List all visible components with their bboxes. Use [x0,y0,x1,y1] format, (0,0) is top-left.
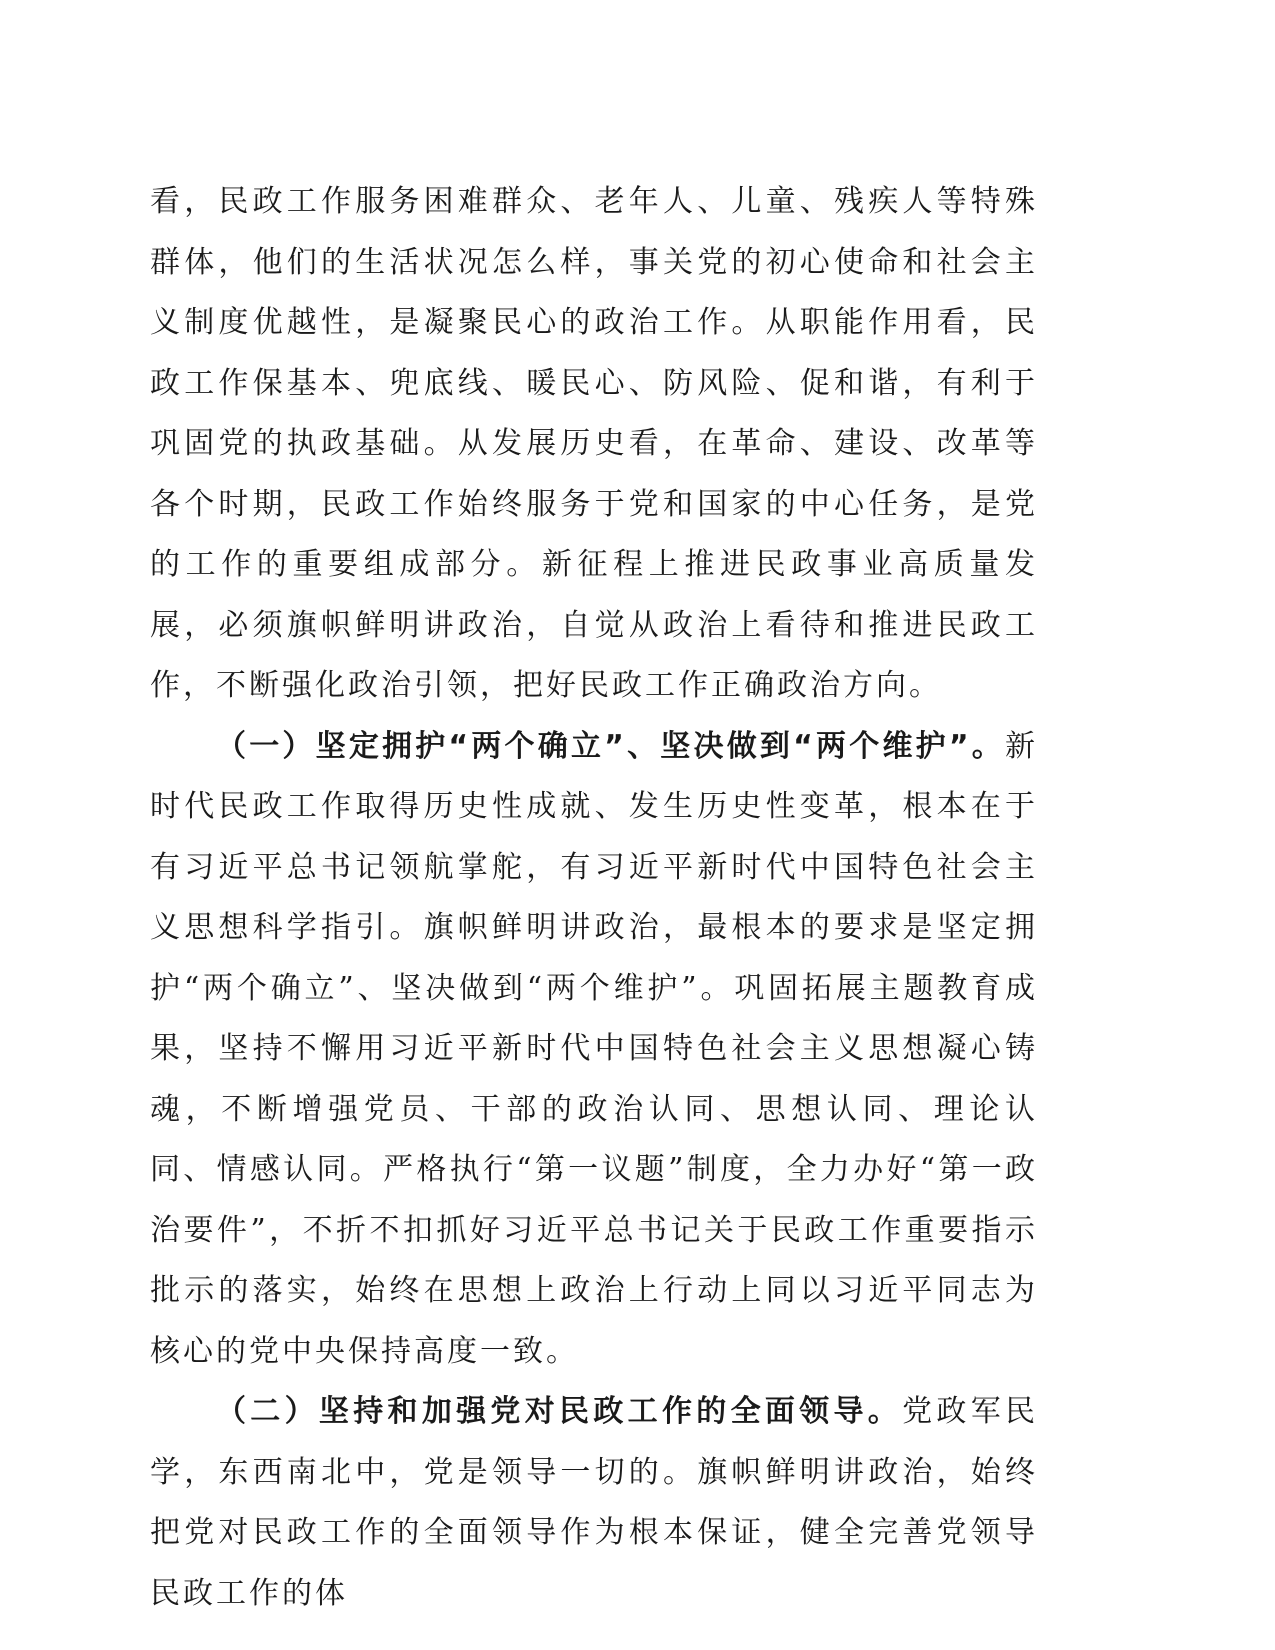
paragraph-section-one [150,717,1038,1383]
paragraph-intro [150,172,1038,717]
section-two-heading: （二）坚持和加强党对民政工作的全面领导。 [216,1394,903,1429]
paragraph-intro-text: 看，民政工作服务困难群众、老年人、儿童、残疾人等特殊群体，他们的生活状况怎么样，事关党的初心使命和社会主义制度优越性，是凝聚民心的政治工作。从职能作用看，民政工作保基本、兜底线、暖民心、防风险、促和谐，有利于巩固党的执政基础。从发展历史看，在革命、建设、改革等各个时期，民政工作始终服务于党和国家的中心任务，是党的工作的重要组成部分。新征程上推进民政事业高质量发展，必须旗帜鲜明讲政治，自觉从政治上看待和推进民政工作，不断强化政治引领，把好民政工作正确政治方向。 [150,184,1038,703]
paragraph-section-two [150,1382,1038,1624]
section-one-heading: （一）坚定拥护“两个确立”、坚决做到“两个维护”。 [216,728,1005,764]
section-one-text: 新时代民政工作取得历史性成就、发生历史性变革，根本在于有习近平总书记领航掌舵，有习近平新时代中国特色社会主义思想科学指引。旗帜鲜明讲政治，最根本的要求是坚定拥护“两个确立”、坚决做到“两个维护”。巩固拓展主题教育成果，坚持不懈用习近平新时代中国特色社会主义思想凝心铸魂，不断增强党员、干部的政治认同、思想认同、理论认同、情感认同。严格执行“第一议题”制度，全力办好“第一政治要件”，不折不扣抓好习近平总书记关于民政工作重要指示批示的落实，始终在思想上政治上行动上同以习近平同志为核心的党中央保持高度一致。 [150,728,1038,1369]
section-two-text: 党政军民学，东西南北中，党是领导一切的。旗帜鲜明讲政治，始终把党对民政工作的全面领导作为根本保证，健全完善党领导民政工作的体 [150,1394,1039,1611]
document-body [150,172,1038,1624]
